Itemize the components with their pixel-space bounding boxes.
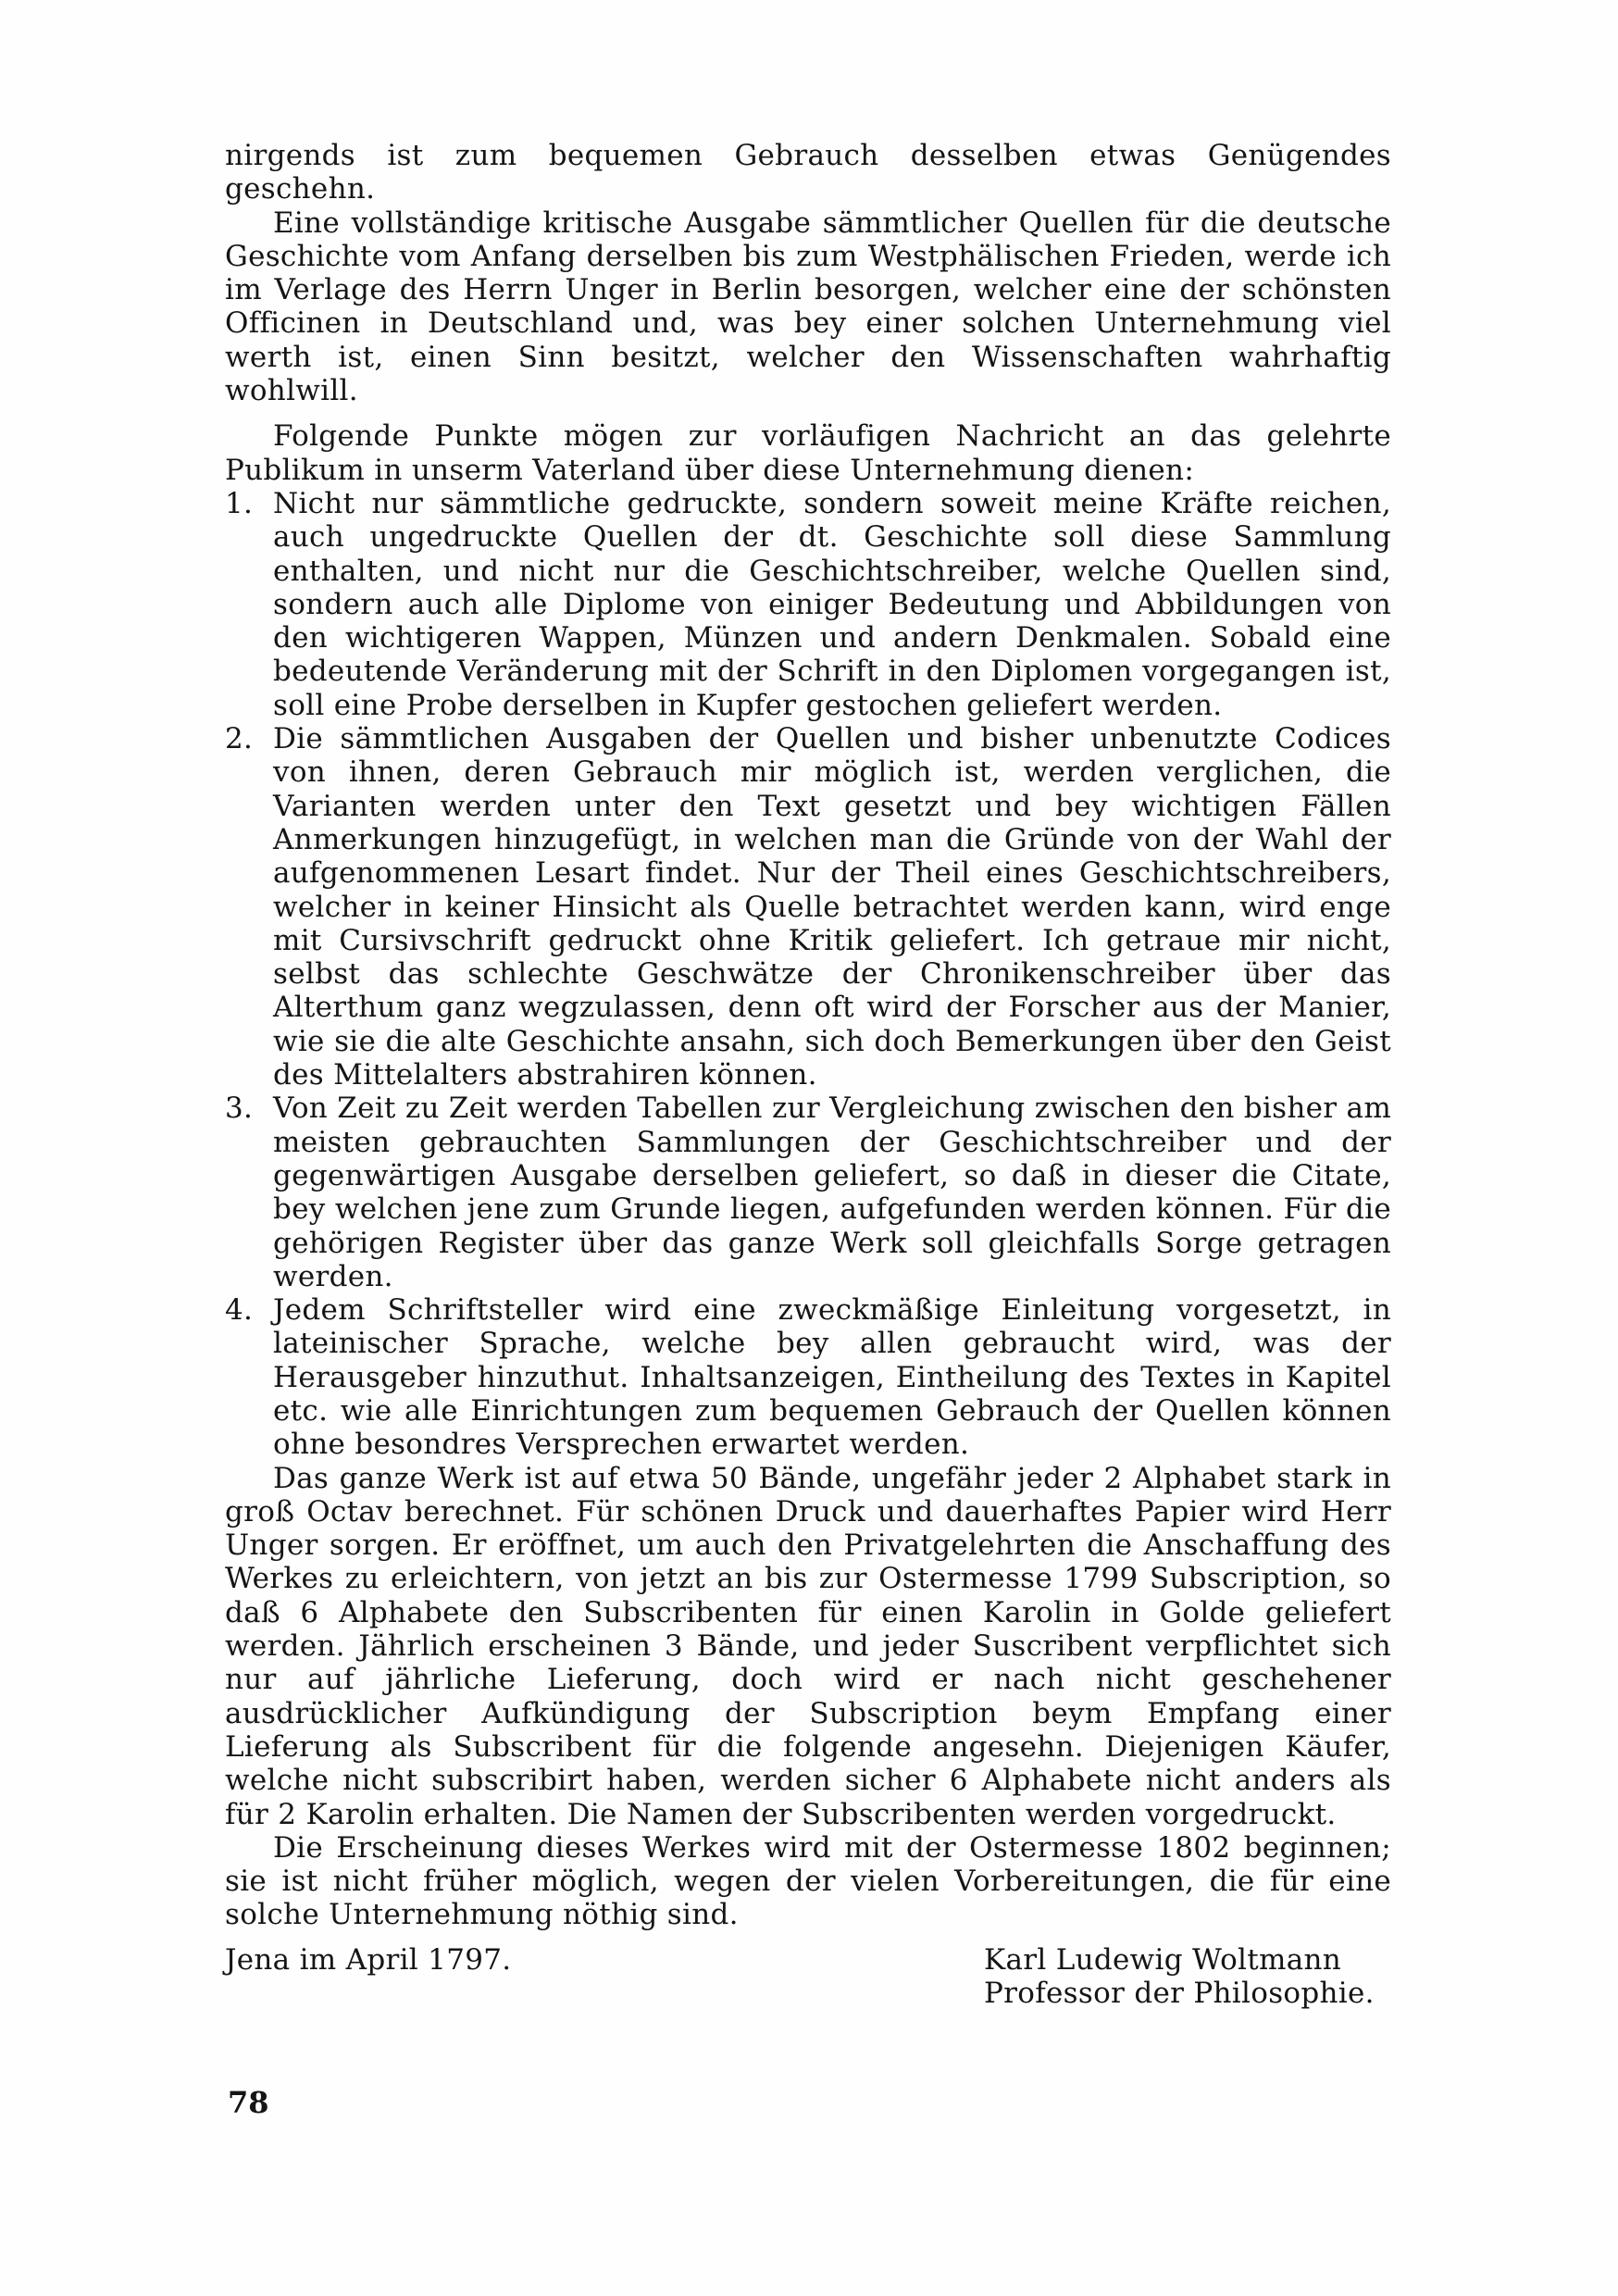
paragraph-1: Eine vollständige kritische Ausgabe sämmtlicher Quellen für die deutsche Geschichte vom Anfang derselben bis zum Westphälischen Frieden, werde ich im Verlage des Herrn Unger in Berlin besorgen, welcher eine der schönsten Officinen in Deutschland und, was bey einer solchen Unternehmung viel werth ist, einen Sinn besitzt, welcher den Wissenschaften wahrhaftig wohlwill. — [225, 206, 1391, 408]
list-item-number: 3. — [225, 1092, 254, 1126]
author-name: Karl Ludewig Woltmann — [984, 1942, 1342, 1977]
signature-block — [225, 1943, 1391, 2011]
paragraph-2: Folgende Punkte mögen zur vorläufigen Nachricht an das gelehrte Publikum in unserm Vaterland über diese Unternehmung dienen: — [225, 419, 1391, 487]
author-title: Professor der Philosophie. — [984, 1977, 1375, 2011]
place-date: Jena im April 1797. — [225, 1942, 512, 1977]
list-item-number: 4. — [225, 1293, 254, 1328]
paragraph-3: Das ganze Werk ist auf etwa 50 Bände, ungefähr jeder 2 Alphabet stark in groß Octav berechnet. Für schönen Druck und dauerhaftes Papier wird Herr Unger sorgen. Er eröffnet, um auch den Privatgelehrten die Anschaffung des Werkes zu erleichtern, von jetzt an bis zur Ostermesse 1799 Subscription, so daß 6 Alphabete den Subscribenten für einen Karolin in Golde geliefert werden. Jährlich erscheinen 3 Bände, und jeder Suscribent verpflichtet sich nur auf jährliche Lieferung, doch wird er nach nicht geschehener ausdrücklicher Aufkündigung der Subscription beym Empfang einer Lieferung als Subscribent für die folgende angesehn. Diejenigen Käufer, welche nicht subscribirt haben, werden sicher 6 Alphabete nicht anders als für 2 Karolin erhalten. Die Namen der Subscribenten werden vorgedruckt. — [225, 1461, 1391, 1831]
list-item-number: 2. — [225, 722, 254, 756]
list-item — [225, 722, 1391, 1092]
list-item-text: Jedem Schriftsteller wird eine zweckmäßige Einleitung vorgesetzt, in lateinischer Sprache, welche bey allen gebraucht wird, was der Herausgeber hinzuthut. Inhaltsanzeigen, Eintheilung des Textes in Kapitel etc. wie alle Einrichtungen zum bequemen Gebrauch der Quellen können ohne besondres Versprechen erwartet werden. — [273, 1293, 1391, 1462]
list-item-text: Von Zeit zu Zeit werden Tabellen zur Vergleichung zwischen den bisher am meisten gebrauchten Sammlungen der Geschichtschreiber und der gegenwärtigen Ausgabe derselben geliefert, so daß in dieser die Citate, bey welchen jene zum Grunde liegen, aufgefunden werden können. Für die gehörigen Register über das ganze Werk soll gleichfalls Sorge getragen werden. — [273, 1092, 1392, 1293]
opening-fragment: nirgends ist zum bequemen Gebrauch desselben etwas Genügendes geschehn. — [225, 139, 1391, 206]
paragraph-4: Die Erscheinung dieses Werkes wird mit der Ostermesse 1802 beginnen; sie ist nicht früher möglich, wegen der vielen Vorbereitungen, die für eine solche Unternehmung nöthig sind. — [225, 1830, 1391, 1932]
body-text — [225, 139, 1391, 2010]
list-item-number: 1. — [225, 486, 254, 520]
author-block — [984, 1943, 1391, 2011]
list-item — [225, 487, 1391, 722]
page-number: 78 — [228, 2085, 269, 2120]
list-item-text: Nicht nur sämmtliche gedruckte, sondern soweit meine Kräfte reichen, auch ungedruckte Quellen der dt. Geschichte soll diese Sammlung enthalten, und nicht nur die Geschichtschreiber, welche Quellen sind, sondern auch alle Diplome von einiger Bedeutung und Abbildungen von den wichtigeren Wappen, Münzen und andern Denkmalen. Sobald eine bedeutende Veränderung mit der Schrift in den Diplomen vorgegangen ist, soll eine Probe derselben in Kupfer gestochen geliefert werden. — [273, 486, 1391, 722]
list-item-text: Die sämmtlichen Ausgaben der Quellen und bisher unbenutzte Codices von ihnen, deren Gebrauch mir möglich ist, werden verglichen, die Varianten werden unter den Text gesetzt und bey wichtigen Fällen Anmerkungen hinzugefügt, in welchen man die Gründe von der Wahl der aufgenommenen Lesart findet. Nur der Theil eines Geschichtschreibers, welcher in keiner Hinsicht als Quelle betrachtet werden kann, wird enge mit Cursivschrift gedruckt ohne Kritik geliefert. Ich getraue mir nicht, selbst das schlechte Geschwätze der Chronikenschreiber über das Alterthum ganz wegzulassen, denn oft wird der Forscher aus der Manier, wie sie die alte Geschichte ansahn, sich doch Bemerkungen über den Geist des Mittelalters abstrahiren können. — [273, 722, 1391, 1092]
list-item — [225, 1293, 1391, 1461]
list-item — [225, 1092, 1391, 1293]
points-list — [225, 487, 1391, 1462]
